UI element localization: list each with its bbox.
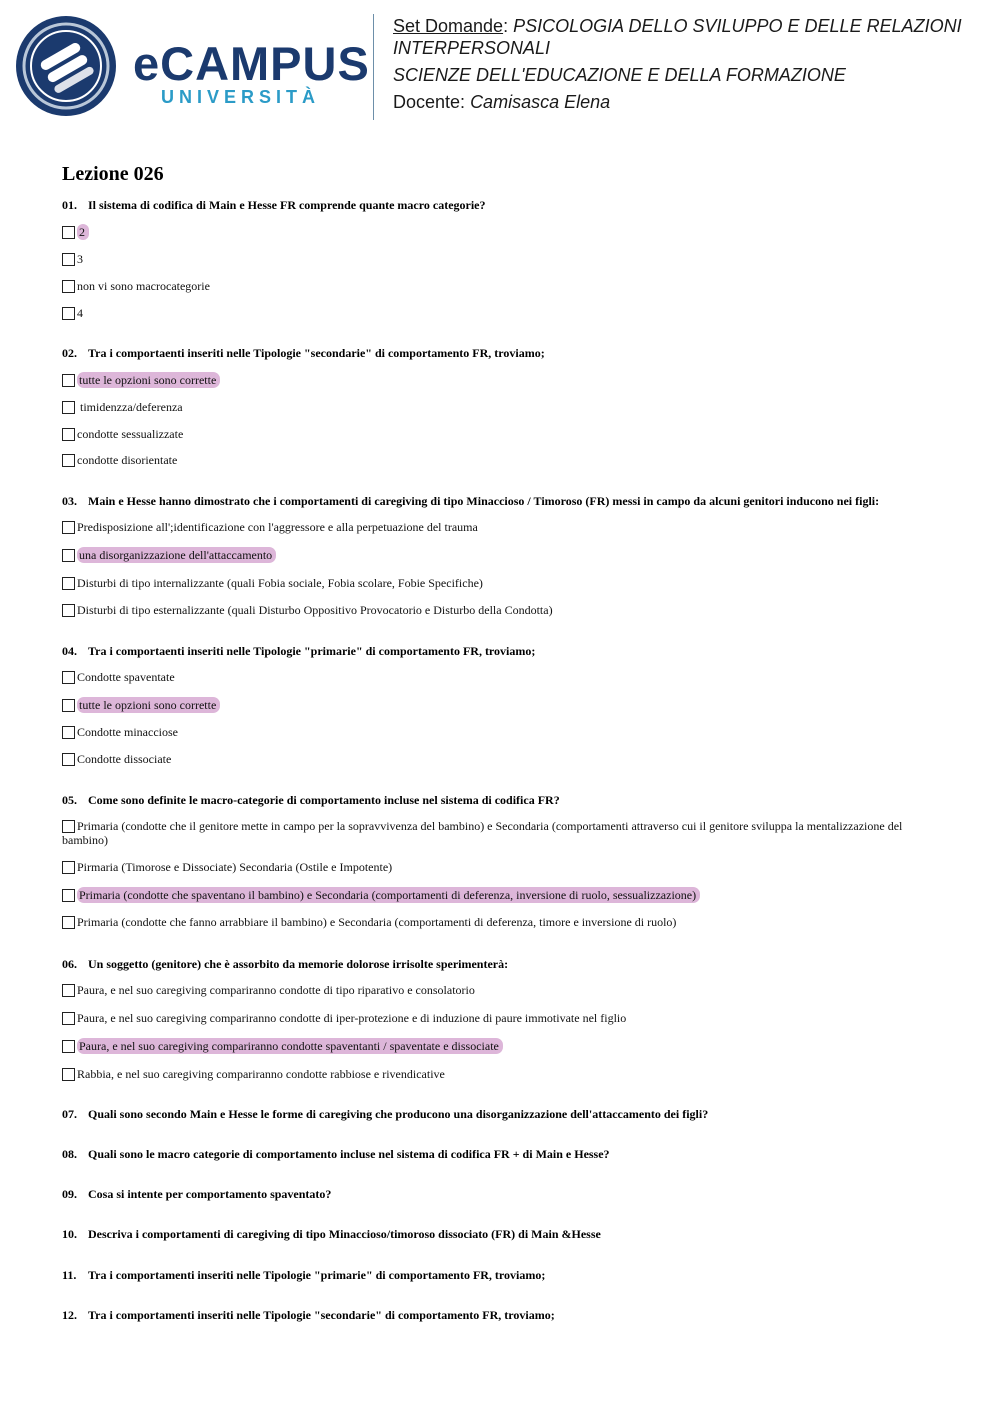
question-text: Tra i comportamenti inseriti nelle Tipologie "primarie" di comportamento FR, troviamo; — [88, 1268, 546, 1282]
checkbox[interactable] — [62, 984, 75, 997]
answer-option[interactable] — [62, 752, 171, 766]
question-text: Il sistema di codifica di Main e Hesse FR comprende quante macro categorie? — [88, 198, 486, 212]
answer-option[interactable] — [62, 670, 175, 684]
answer-option[interactable] — [62, 1039, 503, 1053]
answer-option[interactable] — [62, 983, 475, 997]
course-line1: Set Domande: PSICOLOGIA DELLO SVILUPPO E DELLE RELAZIONI — [393, 16, 962, 36]
checkbox[interactable] — [62, 307, 75, 320]
answer-text-highlighted: 2 — [77, 224, 89, 240]
question-text: Un soggetto (genitore) che è assorbito da memorie dolorose irrisolte sperimenterà: — [88, 957, 509, 971]
answer-option[interactable] — [62, 1067, 445, 1081]
answer-text: timidenzza/deferenza — [77, 400, 183, 414]
answer-option[interactable] — [62, 548, 276, 562]
answer-text: 4 — [77, 306, 83, 320]
checkbox[interactable] — [62, 253, 75, 266]
checkbox[interactable] — [62, 549, 75, 562]
answer-option[interactable] — [62, 427, 183, 441]
answer-text: Disturbi di tipo esternalizzante (quali Disturbo Oppositivo Provocatorio e Disturbo della Condotta) — [77, 603, 553, 617]
question-10 — [62, 1227, 601, 1242]
checkbox[interactable] — [62, 374, 75, 387]
answer-text: Condotte spaventate — [77, 670, 175, 684]
question-text: Cosa si intente per comportamento spaventato? — [88, 1187, 332, 1201]
answer-option[interactable] — [62, 453, 177, 467]
answer-text: Rabbia, e nel suo caregiving compariranno condotte rabbiose e rivendicative — [77, 1067, 445, 1081]
checkbox[interactable] — [62, 753, 75, 766]
question-9 — [62, 1187, 331, 1202]
checkbox[interactable] — [62, 861, 75, 874]
answer-option[interactable] — [62, 1011, 626, 1025]
question-text: Descriva i comportamenti di caregiving di tipo Minaccioso/timoroso dissociato (FR) di Main &Hesse — [88, 1227, 601, 1241]
answer-text: Pirmaria (Timorose e Dissociate) Secondaria (Ostile e Impotente) — [77, 860, 393, 874]
question-number: 08. — [62, 1147, 77, 1161]
answer-text: Predisposizione all';identificazione con l'aggressore e alla perpetuazione del trauma — [77, 520, 478, 534]
question-2 — [62, 346, 545, 361]
question-text: Tra i comportaenti inseriti nelle Tipologie "primarie" di comportamento FR, troviamo; — [88, 644, 536, 658]
checkbox[interactable] — [62, 401, 75, 414]
checkbox[interactable] — [62, 671, 75, 684]
checkbox[interactable] — [62, 428, 75, 441]
question-6 — [62, 957, 508, 972]
checkbox[interactable] — [62, 280, 75, 293]
answer-text: non vi sono macrocategorie — [77, 279, 210, 293]
question-text: Come sono definite le macro-categorie di comportamento incluse nel sistema di codifica FR? — [88, 793, 560, 807]
answer-text: Condotte dissociate — [77, 752, 172, 766]
answer-option[interactable] — [62, 306, 83, 320]
faculty: SCIENZE DELL'EDUCAZIONE E DELLA FORMAZIONE — [393, 65, 846, 85]
answer-option[interactable] — [62, 819, 942, 847]
docente-name: Camisasca Elena — [470, 92, 611, 112]
answer-option[interactable] — [62, 520, 478, 534]
question-text: Main e Hesse hanno dimostrato che i comportamenti di caregiving di tipo Minaccioso / Timoroso (FR) messi in campo da alcuni genitori inducono nei figli: — [88, 494, 880, 508]
question-5 — [62, 793, 560, 808]
question-text: Tra i comportamenti inseriti nelle Tipologie "secondarie" di comportamento FR, troviamo; — [88, 1308, 555, 1322]
answer-text: 3 — [77, 252, 83, 266]
answer-option[interactable] — [62, 698, 220, 712]
answer-text: condotte sessualizzate — [77, 427, 184, 441]
answer-text: Paura, e nel suo caregiving compariranno condotte di iper-protezione e di induzione di paure immotivate nel figlio — [77, 1011, 627, 1025]
answer-text-highlighted: tutte le opzioni sono corrette — [77, 372, 220, 388]
answer-text: Disturbi di tipo internalizzante (quali Fobia sociale, Fobia scolare, Fobie Specifiche) — [77, 576, 483, 590]
question-11 — [62, 1268, 545, 1283]
question-number: 03. — [62, 494, 77, 508]
question-number: 05. — [62, 793, 77, 807]
question-8 — [62, 1147, 610, 1162]
question-number: 06. — [62, 957, 77, 971]
question-number: 04. — [62, 644, 77, 658]
answer-option[interactable] — [62, 400, 183, 414]
question-number: 09. — [62, 1187, 77, 1201]
question-number: 02. — [62, 346, 77, 360]
question-12 — [62, 1308, 555, 1323]
question-3 — [62, 494, 879, 509]
answer-text: Primaria (condotte che il genitore mette in campo per la sopravvivenza del bambino) e Secondaria (comportamenti attraverso cui il genitore sviluppa la mentalizzazione del bambino) — [62, 819, 903, 847]
answer-option[interactable] — [62, 373, 220, 387]
answer-text-highlighted: Primaria (condotte che spaventano il bambino) e Secondaria (comportamenti di deferenza, inversione di ruolo, sessualizzazione) — [77, 887, 700, 903]
answer-option[interactable] — [62, 252, 83, 266]
answer-text: condotte disorientate — [77, 453, 178, 467]
docente: Docente: Camisasca Elena — [393, 92, 611, 112]
brand-subtitle: UNIVERSITÀ — [161, 87, 321, 107]
checkbox[interactable] — [62, 454, 75, 467]
answer-text: Primaria (condotte che fanno arrabbiare il bambino) e Secondaria (comportamenti di deferenza, timore e inversione di ruolo) — [77, 915, 677, 929]
checkbox[interactable] — [62, 577, 75, 590]
header-divider — [373, 14, 374, 120]
checkbox[interactable] — [62, 820, 75, 833]
question-number: 12. — [62, 1308, 77, 1322]
answer-option[interactable] — [62, 725, 178, 739]
question-text: Quali sono secondo Main e Hesse le forme di caregiving che producono una disorganizzazione dell'attaccamento dei figli? — [88, 1107, 709, 1121]
answer-option[interactable] — [62, 603, 553, 617]
checkbox[interactable] — [62, 889, 75, 902]
question-number: 10. — [62, 1227, 77, 1241]
checkbox[interactable] — [62, 604, 75, 617]
answer-option[interactable] — [62, 915, 676, 929]
ecampus-logo — [14, 14, 118, 123]
question-number: 01. — [62, 198, 77, 212]
checkbox[interactable] — [62, 726, 75, 739]
checkbox[interactable] — [62, 521, 75, 534]
answer-option[interactable] — [62, 576, 483, 590]
checkbox[interactable] — [62, 226, 75, 239]
course-line2: INTERPERSONALI — [393, 38, 551, 58]
course-title: PSICOLOGIA DELLO SVILUPPO E DELLE RELAZIONI — [513, 16, 962, 36]
question-text: Tra i comportaenti inseriti nelle Tipologie "secondarie" di comportamento FR, troviamo; — [88, 346, 545, 360]
question-1 — [62, 198, 486, 213]
answer-text-highlighted: una disorganizzazione dell'attaccamento — [77, 547, 276, 563]
checkbox[interactable] — [62, 1040, 75, 1053]
checkbox[interactable] — [62, 1068, 75, 1081]
answer-option[interactable] — [62, 225, 89, 239]
answer-text-highlighted: tutte le opzioni sono corrette — [77, 697, 220, 713]
set-label: Set Domande — [393, 16, 504, 36]
answer-option[interactable] — [62, 279, 210, 293]
checkbox[interactable] — [62, 699, 75, 712]
question-number: 11. — [62, 1268, 77, 1282]
answer-option[interactable] — [62, 860, 392, 874]
answer-text-highlighted: Paura, e nel suo caregiving compariranno condotte spaventanti / spaventate e dissociate — [77, 1038, 503, 1054]
answer-text: Condotte minacciose — [77, 725, 178, 739]
question-text: Quali sono le macro categorie di comportamento incluse nel sistema di codifica FR + di Main e Hesse? — [88, 1147, 610, 1161]
lesson-title: Lezione 026 — [62, 163, 164, 185]
brand-name: eCAMPUS — [133, 37, 370, 90]
question-7 — [62, 1107, 708, 1122]
question-4 — [62, 644, 535, 659]
question-number: 07. — [62, 1107, 77, 1121]
checkbox[interactable] — [62, 916, 75, 929]
answer-text: Paura, e nel suo caregiving compariranno condotte di tipo riparativo e consolatorio — [77, 983, 475, 997]
answer-option[interactable] — [62, 888, 700, 902]
ecampus-emblem-icon — [14, 14, 118, 118]
checkbox[interactable] — [62, 1012, 75, 1025]
